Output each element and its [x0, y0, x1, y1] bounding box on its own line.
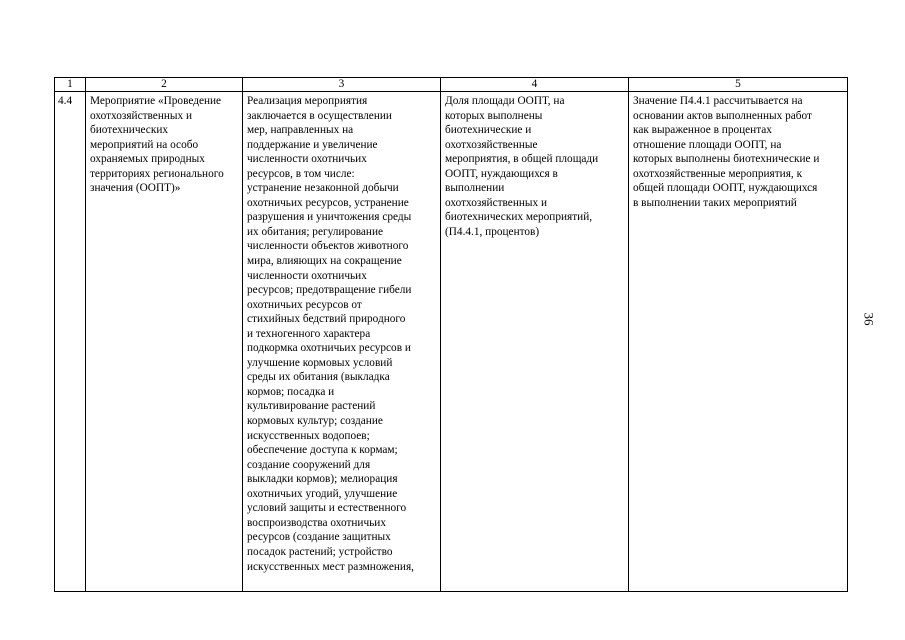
calculation-method-line: отношение площади ООПТ, на [633, 138, 782, 151]
measure-name-line: охотхозяйственных и [90, 109, 193, 122]
calculation-method-line: общей площади ООПТ, нуждающихся [633, 182, 818, 195]
measure-description-line: численности охотничьих [247, 269, 367, 282]
measure-description-line: мира, влияющих на сокращение [247, 255, 402, 268]
measure-description-line: улучшение кормовых условий [247, 356, 393, 369]
measure-description-line: охотничьих ресурсов от [247, 298, 362, 311]
indicator-name-line: Доля площади ООПТ, на [445, 95, 565, 107]
measure-description-line: искусственных мест размножения, [247, 560, 414, 573]
measure-description-line: их обитания; регулирование [247, 225, 384, 238]
measure-description-line: обеспечение доступа к кормам; [247, 444, 398, 457]
measure-description-line: численности охотничьих [247, 153, 367, 166]
header-cell-2: 2 [86, 78, 243, 92]
indicator-name-line: которых выполнены [445, 109, 543, 122]
measure-name-line: Мероприятие «Проведение [90, 95, 222, 107]
indicator-name-cell [441, 92, 629, 592]
measure-description-line: воспроизводства охотничьих [247, 516, 386, 529]
indicator-name-line: (П4.4.1, процентов) [445, 225, 540, 238]
measure-description-line: выкладки кормов); мелиорация [247, 473, 398, 486]
header-cell-3: 3 [243, 78, 441, 92]
measure-description-line: охотничьих ресурсов, устранение [247, 196, 409, 209]
measure-description-line: создание сооружений для [247, 458, 371, 471]
measure-description-line: и техногенного характера [247, 327, 371, 340]
measure-description-line: среды их обитания (выкладка [247, 371, 390, 384]
measure-name-line: территориях регионального [90, 167, 224, 180]
measure-description-line: устранение незаконной добычи [247, 182, 399, 195]
measure-description-line: ресурсов, в том числе: [247, 167, 355, 180]
measure-description-line: стихийных бедствий природного [247, 313, 406, 326]
measure-name-cell [86, 92, 243, 592]
calculation-method-line: основании актов выполненных работ [633, 109, 812, 122]
measure-description-line: поддержание и увеличение [247, 138, 378, 151]
measure-description-line: подкормка охотничьих ресурсов и [247, 342, 411, 355]
indicator-table [54, 77, 848, 592]
calculation-method-line: которых выполнены биотехнические и [633, 153, 820, 166]
measure-name-line: значения (ООПТ)» [90, 182, 181, 195]
calculation-method-line: в выполнении таких мероприятий [633, 196, 797, 209]
measure-name-line: мероприятий на особо [90, 138, 199, 151]
header-cell-1: 1 [55, 78, 86, 92]
header-cell-5: 5 [629, 78, 848, 92]
indicator-name-line: охотхозяйственных и [445, 196, 548, 209]
measure-name-line: охраняемых природных [90, 153, 205, 166]
calculation-method-line: охотхозяйственные мероприятия, к [633, 167, 803, 180]
measure-description-line: искусственных водопоев; [247, 429, 370, 442]
indicator-name-line: выполнении [445, 182, 505, 195]
measure-description-line: охотничьих угодий, улучшение [247, 487, 398, 500]
calculation-method-cell [629, 92, 848, 592]
calculation-method-line: как выраженное в процентах [633, 124, 772, 137]
table-header-row [55, 78, 848, 92]
table-row [55, 92, 848, 592]
indicator-name-line: ООПТ, нуждающихся в [445, 167, 558, 180]
header-cell-4: 4 [441, 78, 629, 92]
measure-description-line: ресурсов (создание защитных [247, 531, 391, 544]
measure-description-line: Реализация мероприятия [247, 95, 368, 107]
measure-description-line: культивирование растений [247, 400, 376, 413]
indicator-name-line: мероприятия, в общей площади [445, 153, 599, 166]
page-number: 36 [861, 312, 877, 326]
measure-description-line: условий защиты и естественного [247, 502, 407, 515]
measure-description-line: численности объектов животного [247, 240, 409, 253]
measure-description-line: кормов; посадка и [247, 385, 335, 398]
measure-description-line: кормовых культур; создание [247, 415, 383, 428]
measure-description-line: посадок растений; устройство [247, 545, 393, 558]
measure-description-cell [243, 92, 441, 592]
measure-description-line: ресурсов; предотвращение гибели [247, 284, 412, 297]
measure-description-line: заключается в осуществлении [247, 109, 392, 122]
measure-name-line: биотехнических [90, 124, 169, 137]
measure-description-line: мер, направленных на [247, 124, 354, 137]
calculation-method-line: Значение П4.4.1 рассчитывается на [633, 95, 803, 107]
indicator-name-line: биотехнических мероприятий, [445, 211, 593, 224]
indicator-name-line: биотехнические и [445, 124, 532, 137]
measure-description-line: разрушения и уничтожения среды [247, 211, 412, 224]
row-number-cell: 4.4 [55, 92, 86, 592]
indicator-name-line: охотхозяйственные [445, 138, 538, 151]
